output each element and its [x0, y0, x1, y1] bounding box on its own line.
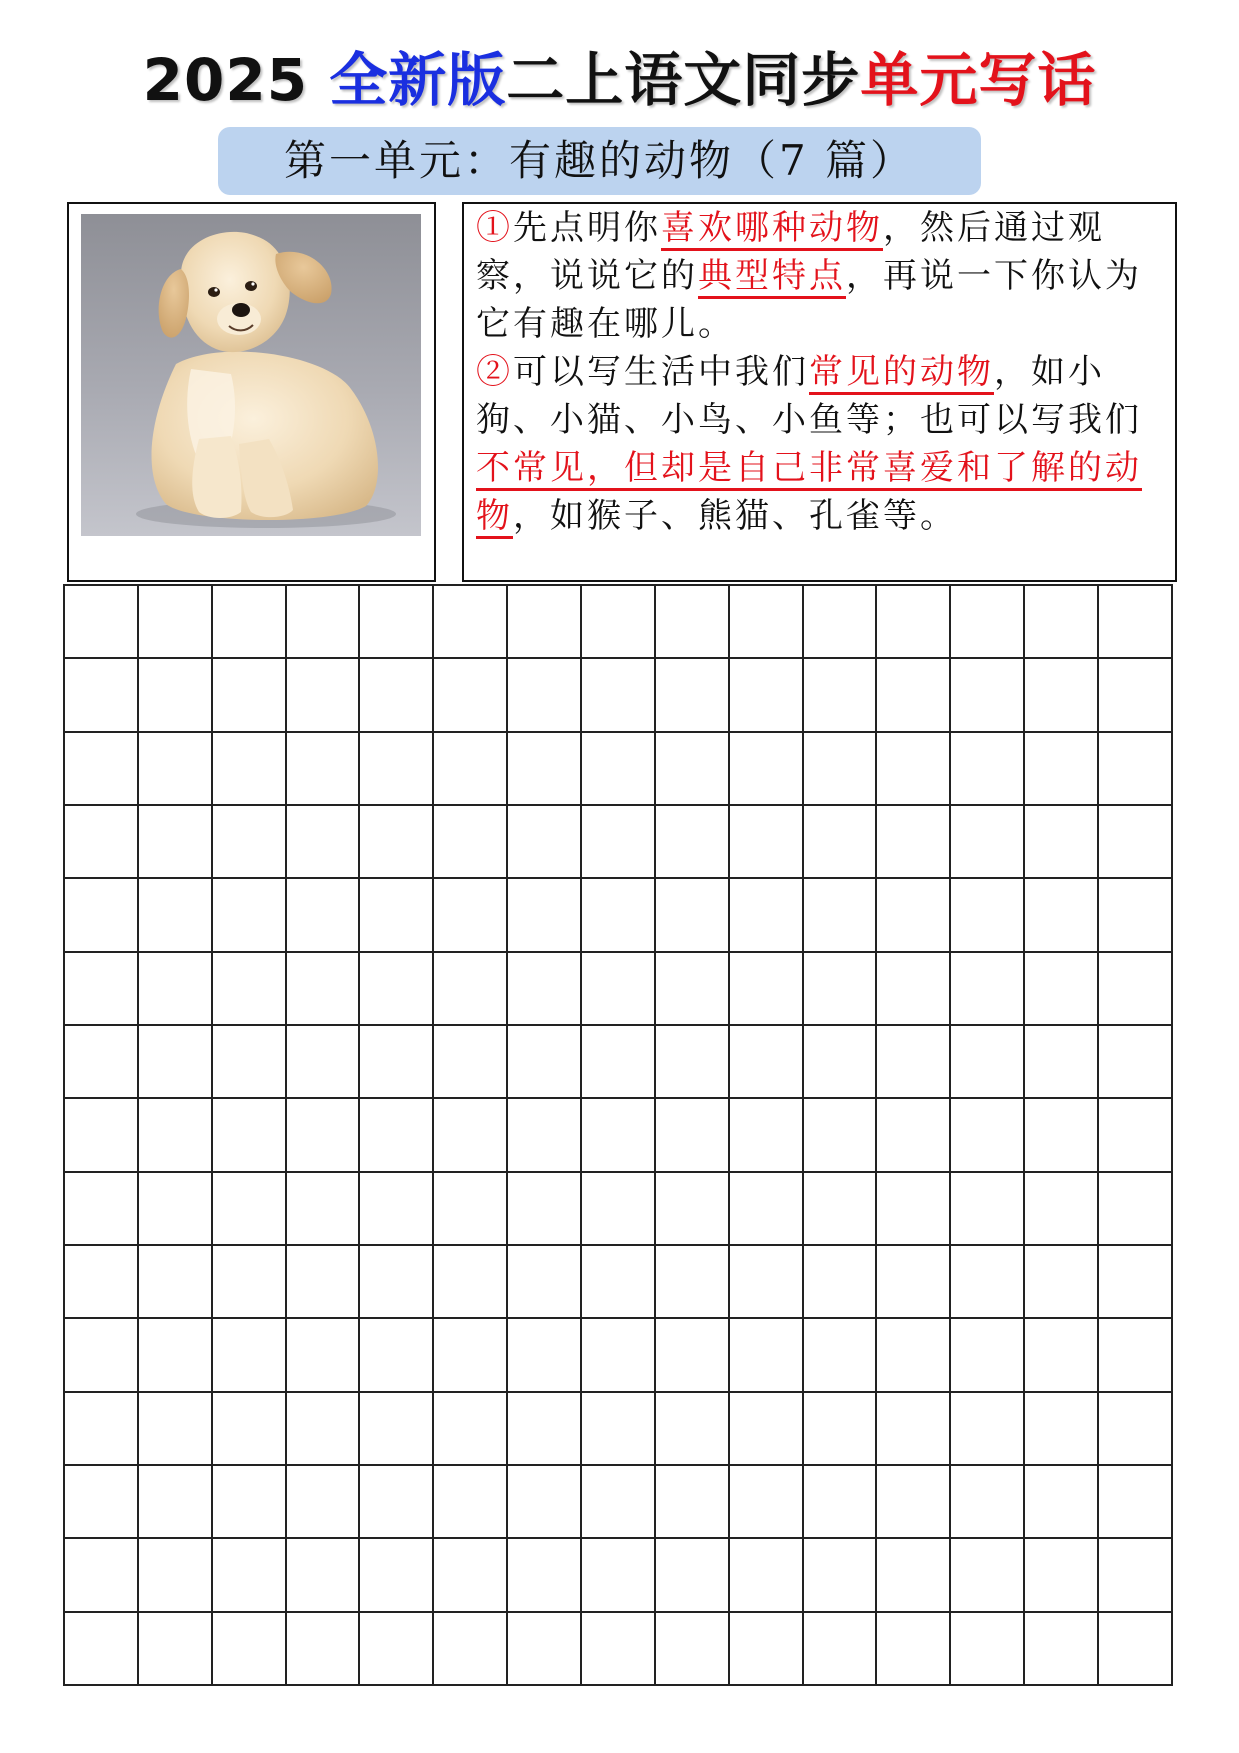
grid-cell[interactable]: [803, 658, 877, 731]
grid-cell[interactable]: [433, 1172, 507, 1245]
grid-cell[interactable]: [286, 1245, 360, 1318]
grid-cell[interactable]: [729, 878, 803, 951]
grid-cell[interactable]: [1098, 878, 1172, 951]
grid-cell[interactable]: [212, 878, 286, 951]
writing-tips: [476, 204, 1166, 540]
grid-cell[interactable]: [1098, 1465, 1172, 1538]
grid-cell[interactable]: [729, 952, 803, 1025]
grid-cell[interactable]: [64, 1098, 138, 1171]
grid-cell[interactable]: [1024, 1245, 1098, 1318]
grid-cell[interactable]: [286, 878, 360, 951]
unit-subtitle: 第一单元：有趣的动物（7 篇）: [218, 127, 981, 195]
grid-cell[interactable]: [64, 1465, 138, 1538]
grid-cell[interactable]: [803, 1465, 877, 1538]
grid-cell[interactable]: [1098, 1612, 1172, 1685]
grid-cell[interactable]: [359, 1538, 433, 1611]
grid-cell[interactable]: [803, 1245, 877, 1318]
grid-cell[interactable]: [581, 585, 655, 658]
grid-cell[interactable]: [1024, 585, 1098, 658]
grid-cell[interactable]: [507, 1465, 581, 1538]
grid-cell[interactable]: [581, 1392, 655, 1465]
grid-cell[interactable]: [655, 1465, 729, 1538]
grid-cell[interactable]: [138, 1098, 212, 1171]
grid-cell[interactable]: [212, 805, 286, 878]
grid-cell[interactable]: [286, 952, 360, 1025]
grid-cell[interactable]: [433, 878, 507, 951]
grid-cell[interactable]: [1024, 1465, 1098, 1538]
grid-cell[interactable]: [729, 805, 803, 878]
grid-cell[interactable]: [359, 1098, 433, 1171]
grid-row: [64, 1172, 1172, 1245]
tip-2-highlight-a: 常见的动物: [809, 352, 994, 395]
grid-cell[interactable]: [581, 732, 655, 805]
tip-1-highlight-b: 典型特点: [698, 256, 846, 299]
grid-cell[interactable]: [803, 805, 877, 878]
grid-row: [64, 878, 1172, 951]
grid-cell[interactable]: [803, 585, 877, 658]
grid-cell[interactable]: [950, 1612, 1024, 1685]
grid-cell[interactable]: [507, 1245, 581, 1318]
grid-cell[interactable]: [138, 658, 212, 731]
grid-cell[interactable]: [64, 805, 138, 878]
grid-cell[interactable]: [876, 1098, 950, 1171]
grid-cell[interactable]: [507, 878, 581, 951]
grid-cell[interactable]: [803, 732, 877, 805]
title-grade-subject: 二上语文同步: [506, 46, 861, 114]
grid-cell[interactable]: [1024, 1612, 1098, 1685]
grid-cell[interactable]: [286, 1612, 360, 1685]
grid-cell[interactable]: [212, 732, 286, 805]
grid-cell[interactable]: [359, 658, 433, 731]
grid-cell[interactable]: [803, 1172, 877, 1245]
grid-cell[interactable]: [950, 732, 1024, 805]
grid-cell[interactable]: [876, 805, 950, 878]
tip-1-text-a: 先点明你: [513, 208, 661, 248]
grid-cell[interactable]: [729, 585, 803, 658]
grid-cell[interactable]: [950, 1172, 1024, 1245]
grid-cell[interactable]: [64, 585, 138, 658]
grid-cell[interactable]: [950, 1098, 1024, 1171]
grid-cell[interactable]: [359, 805, 433, 878]
grid-cell[interactable]: [950, 1392, 1024, 1465]
grid-cell[interactable]: [803, 878, 877, 951]
grid-cell[interactable]: [64, 1538, 138, 1611]
grid-cell[interactable]: [655, 1245, 729, 1318]
grid-cell[interactable]: [433, 1392, 507, 1465]
grid-row: [64, 658, 1172, 731]
tip-2-text-c: ，如猴子、熊猫、孔雀等。: [513, 496, 957, 536]
grid-cell[interactable]: [507, 1172, 581, 1245]
grid-cell[interactable]: [803, 1612, 877, 1685]
grid-cell[interactable]: [950, 952, 1024, 1025]
photo-frame: [67, 202, 436, 582]
tip-1-text-b: ，然后通过观察，说说它的: [476, 208, 1105, 296]
grid-cell[interactable]: [729, 1465, 803, 1538]
grid-cell[interactable]: [876, 732, 950, 805]
grid-row: [64, 1098, 1172, 1171]
grid-cell[interactable]: [138, 1025, 212, 1098]
grid-cell[interactable]: [1024, 1172, 1098, 1245]
grid-cell[interactable]: [729, 1612, 803, 1685]
title-year: 2025: [142, 46, 330, 114]
grid-cell[interactable]: [507, 585, 581, 658]
grid-cell[interactable]: [729, 1025, 803, 1098]
grid-cell[interactable]: [803, 1318, 877, 1391]
grid-cell[interactable]: [876, 878, 950, 951]
grid-cell[interactable]: [138, 878, 212, 951]
writing-grid-table: [63, 584, 1173, 1686]
grid-cell[interactable]: [507, 1098, 581, 1171]
grid-cell[interactable]: [64, 658, 138, 731]
writing-tips-box: [462, 202, 1177, 582]
grid-cell[interactable]: [212, 1465, 286, 1538]
grid-cell[interactable]: [655, 1538, 729, 1611]
grid-cell[interactable]: [359, 1612, 433, 1685]
tip-2-number: ②: [476, 352, 513, 392]
grid-cell[interactable]: [581, 1465, 655, 1538]
grid-cell[interactable]: [138, 805, 212, 878]
tip-2-highlight-b: 不常见，但却是自己非常喜爱和了解的动物: [476, 448, 1142, 539]
grid-cell[interactable]: [876, 585, 950, 658]
grid-cell[interactable]: [286, 1392, 360, 1465]
grid-cell[interactable]: [729, 1392, 803, 1465]
tip-1: [476, 204, 1166, 348]
grid-cell[interactable]: [729, 658, 803, 731]
grid-cell[interactable]: [359, 1465, 433, 1538]
grid-cell[interactable]: [64, 732, 138, 805]
grid-cell[interactable]: [876, 1318, 950, 1391]
grid-cell[interactable]: [803, 1098, 877, 1171]
grid-cell[interactable]: [286, 1465, 360, 1538]
grid-cell[interactable]: [433, 1098, 507, 1171]
grid-cell[interactable]: [1098, 1098, 1172, 1171]
grid-cell[interactable]: [876, 1245, 950, 1318]
grid-cell[interactable]: [138, 952, 212, 1025]
grid-cell[interactable]: [729, 1172, 803, 1245]
grid-cell[interactable]: [286, 658, 360, 731]
tip-2-text-a: 可以写生活中我们: [513, 352, 809, 392]
grid-cell[interactable]: [359, 1245, 433, 1318]
grid-cell[interactable]: [655, 1318, 729, 1391]
grid-row: [64, 805, 1172, 878]
grid-cell[interactable]: [1024, 732, 1098, 805]
grid-cell[interactable]: [507, 732, 581, 805]
grid-cell[interactable]: [359, 952, 433, 1025]
puppy-photo: [81, 214, 421, 536]
grid-cell[interactable]: [507, 658, 581, 731]
grid-cell[interactable]: [655, 585, 729, 658]
grid-cell[interactable]: [507, 805, 581, 878]
grid-cell[interactable]: [138, 1465, 212, 1538]
grid-row: [64, 1465, 1172, 1538]
grid-cell[interactable]: [433, 1025, 507, 1098]
grid-cell[interactable]: [581, 1025, 655, 1098]
grid-cell[interactable]: [581, 805, 655, 878]
grid-row: [64, 1318, 1172, 1391]
grid-cell[interactable]: [212, 658, 286, 731]
grid-cell[interactable]: [359, 878, 433, 951]
grid-cell[interactable]: [581, 1098, 655, 1171]
grid-row: [64, 585, 1172, 658]
grid-cell[interactable]: [286, 732, 360, 805]
grid-cell[interactable]: [1024, 1318, 1098, 1391]
grid-cell[interactable]: [64, 1318, 138, 1391]
grid-cell[interactable]: [950, 1538, 1024, 1611]
grid-cell[interactable]: [581, 1538, 655, 1611]
grid-cell[interactable]: [950, 1025, 1024, 1098]
grid-cell[interactable]: [433, 952, 507, 1025]
grid-cell[interactable]: [803, 1538, 877, 1611]
grid-cell[interactable]: [729, 1098, 803, 1171]
grid-cell[interactable]: [876, 1465, 950, 1538]
grid-cell[interactable]: [138, 732, 212, 805]
grid-cell[interactable]: [1024, 658, 1098, 731]
grid-cell[interactable]: [803, 1025, 877, 1098]
grid-cell[interactable]: [64, 952, 138, 1025]
grid-cell[interactable]: [1098, 585, 1172, 658]
grid-row: [64, 952, 1172, 1025]
grid-cell[interactable]: [64, 878, 138, 951]
grid-cell[interactable]: [803, 1392, 877, 1465]
grid-cell[interactable]: [950, 1245, 1024, 1318]
grid-cell[interactable]: [876, 1025, 950, 1098]
grid-cell[interactable]: [655, 1025, 729, 1098]
grid-cell[interactable]: [212, 1172, 286, 1245]
grid-cell[interactable]: [138, 585, 212, 658]
grid-cell[interactable]: [507, 1538, 581, 1611]
grid-cell[interactable]: [64, 1392, 138, 1465]
grid-cell[interactable]: [876, 658, 950, 731]
grid-row: [64, 1392, 1172, 1465]
grid-cell[interactable]: [581, 1318, 655, 1391]
grid-cell[interactable]: [655, 658, 729, 731]
grid-cell[interactable]: [212, 1612, 286, 1685]
grid-cell[interactable]: [1024, 952, 1098, 1025]
grid-cell[interactable]: [876, 1172, 950, 1245]
grid-cell[interactable]: [1098, 1245, 1172, 1318]
grid-cell[interactable]: [950, 1465, 1024, 1538]
grid-cell[interactable]: [64, 1025, 138, 1098]
grid-cell[interactable]: [359, 1172, 433, 1245]
grid-cell[interactable]: [950, 878, 1024, 951]
grid-cell[interactable]: [1024, 878, 1098, 951]
grid-cell[interactable]: [433, 1245, 507, 1318]
grid-cell[interactable]: [286, 1098, 360, 1171]
grid-cell[interactable]: [212, 1245, 286, 1318]
grid-cell[interactable]: [655, 878, 729, 951]
grid-row: [64, 1538, 1172, 1611]
grid-cell[interactable]: [212, 585, 286, 658]
grid-cell[interactable]: [655, 805, 729, 878]
grid-cell[interactable]: [138, 1538, 212, 1611]
grid-cell[interactable]: [433, 658, 507, 731]
title-new-edition: 全新版: [329, 46, 507, 114]
grid-cell[interactable]: [1098, 1318, 1172, 1391]
grid-cell[interactable]: [581, 1172, 655, 1245]
grid-cell[interactable]: [655, 732, 729, 805]
grid-cell[interactable]: [64, 1245, 138, 1318]
grid-cell[interactable]: [1098, 658, 1172, 731]
grid-cell[interactable]: [212, 952, 286, 1025]
grid-cell[interactable]: [138, 1172, 212, 1245]
grid-cell[interactable]: [1024, 1538, 1098, 1611]
grid-cell[interactable]: [1024, 1098, 1098, 1171]
grid-cell[interactable]: [433, 805, 507, 878]
grid-cell[interactable]: [1098, 1172, 1172, 1245]
grid-cell[interactable]: [876, 1612, 950, 1685]
grid-cell[interactable]: [212, 1025, 286, 1098]
grid-cell[interactable]: [803, 952, 877, 1025]
grid-cell[interactable]: [138, 1318, 212, 1391]
grid-cell[interactable]: [286, 805, 360, 878]
grid-cell[interactable]: [64, 1612, 138, 1685]
grid-cell[interactable]: [286, 1025, 360, 1098]
grid-cell[interactable]: [64, 1172, 138, 1245]
grid-cell[interactable]: [138, 1245, 212, 1318]
grid-row: [64, 1245, 1172, 1318]
grid-cell[interactable]: [507, 1025, 581, 1098]
grid-cell[interactable]: [359, 1318, 433, 1391]
grid-cell[interactable]: [433, 732, 507, 805]
tip-2-text-b: ，如小狗、小猫、小鸟、小鱼等；也可以写我们: [476, 352, 1142, 440]
grid-cell[interactable]: [507, 1392, 581, 1465]
grid-cell[interactable]: [286, 585, 360, 658]
grid-cell[interactable]: [138, 1392, 212, 1465]
grid-cell[interactable]: [359, 1025, 433, 1098]
grid-row: [64, 1612, 1172, 1685]
tip-1-text-c: ，再说一下你认为它有趣在哪儿。: [476, 256, 1142, 344]
grid-cell[interactable]: [212, 1538, 286, 1611]
grid-cell[interactable]: [359, 1392, 433, 1465]
grid-cell[interactable]: [1024, 805, 1098, 878]
grid-cell[interactable]: [1024, 1392, 1098, 1465]
page-title: [0, 40, 1239, 120]
grid-cell[interactable]: [581, 1245, 655, 1318]
grid-cell[interactable]: [433, 585, 507, 658]
grid-cell[interactable]: [950, 658, 1024, 731]
grid-cell[interactable]: [1098, 805, 1172, 878]
grid-cell[interactable]: [138, 1612, 212, 1685]
grid-cell[interactable]: [1098, 952, 1172, 1025]
grid-cell[interactable]: [286, 1172, 360, 1245]
grid-cell[interactable]: [212, 1392, 286, 1465]
grid-cell[interactable]: [433, 1318, 507, 1391]
tip-2: [476, 348, 1166, 540]
grid-cell[interactable]: [655, 1172, 729, 1245]
grid-cell[interactable]: [729, 732, 803, 805]
grid-cell[interactable]: [729, 1538, 803, 1611]
grid-cell[interactable]: [1098, 732, 1172, 805]
grid-cell[interactable]: [950, 585, 1024, 658]
grid-cell[interactable]: [876, 952, 950, 1025]
grid-cell[interactable]: [1098, 1392, 1172, 1465]
grid-cell[interactable]: [655, 952, 729, 1025]
tip-1-highlight-a: 喜欢哪种动物: [661, 208, 883, 251]
grid-cell[interactable]: [655, 1612, 729, 1685]
grid-cell[interactable]: [876, 1392, 950, 1465]
grid-cell[interactable]: [359, 732, 433, 805]
grid-cell[interactable]: [1098, 1538, 1172, 1611]
grid-cell[interactable]: [950, 805, 1024, 878]
grid-row: [64, 1025, 1172, 1098]
grid-cell[interactable]: [359, 585, 433, 658]
grid-cell[interactable]: [1098, 1025, 1172, 1098]
grid-row: [64, 732, 1172, 805]
tip-1-number: ①: [476, 208, 513, 248]
grid-cell[interactable]: [286, 1538, 360, 1611]
grid-cell[interactable]: [507, 1318, 581, 1391]
grid-cell[interactable]: [581, 952, 655, 1025]
grid-cell[interactable]: [433, 1612, 507, 1685]
grid-cell[interactable]: [1024, 1025, 1098, 1098]
grid-cell[interactable]: [286, 1318, 360, 1391]
writing-grid: [63, 584, 1173, 1686]
grid-cell[interactable]: [581, 878, 655, 951]
grid-cell[interactable]: [212, 1098, 286, 1171]
grid-cell[interactable]: [581, 658, 655, 731]
grid-cell[interactable]: [950, 1318, 1024, 1391]
title-unit-writing: 单元写话: [860, 46, 1097, 114]
grid-cell[interactable]: [433, 1538, 507, 1611]
grid-cell[interactable]: [581, 1612, 655, 1685]
grid-cell[interactable]: [507, 1612, 581, 1685]
grid-cell[interactable]: [655, 1098, 729, 1171]
grid-cell[interactable]: [655, 1392, 729, 1465]
grid-cell[interactable]: [507, 952, 581, 1025]
grid-cell[interactable]: [876, 1538, 950, 1611]
grid-cell[interactable]: [433, 1465, 507, 1538]
grid-cell[interactable]: [729, 1245, 803, 1318]
grid-cell[interactable]: [212, 1318, 286, 1391]
grid-cell[interactable]: [729, 1318, 803, 1391]
